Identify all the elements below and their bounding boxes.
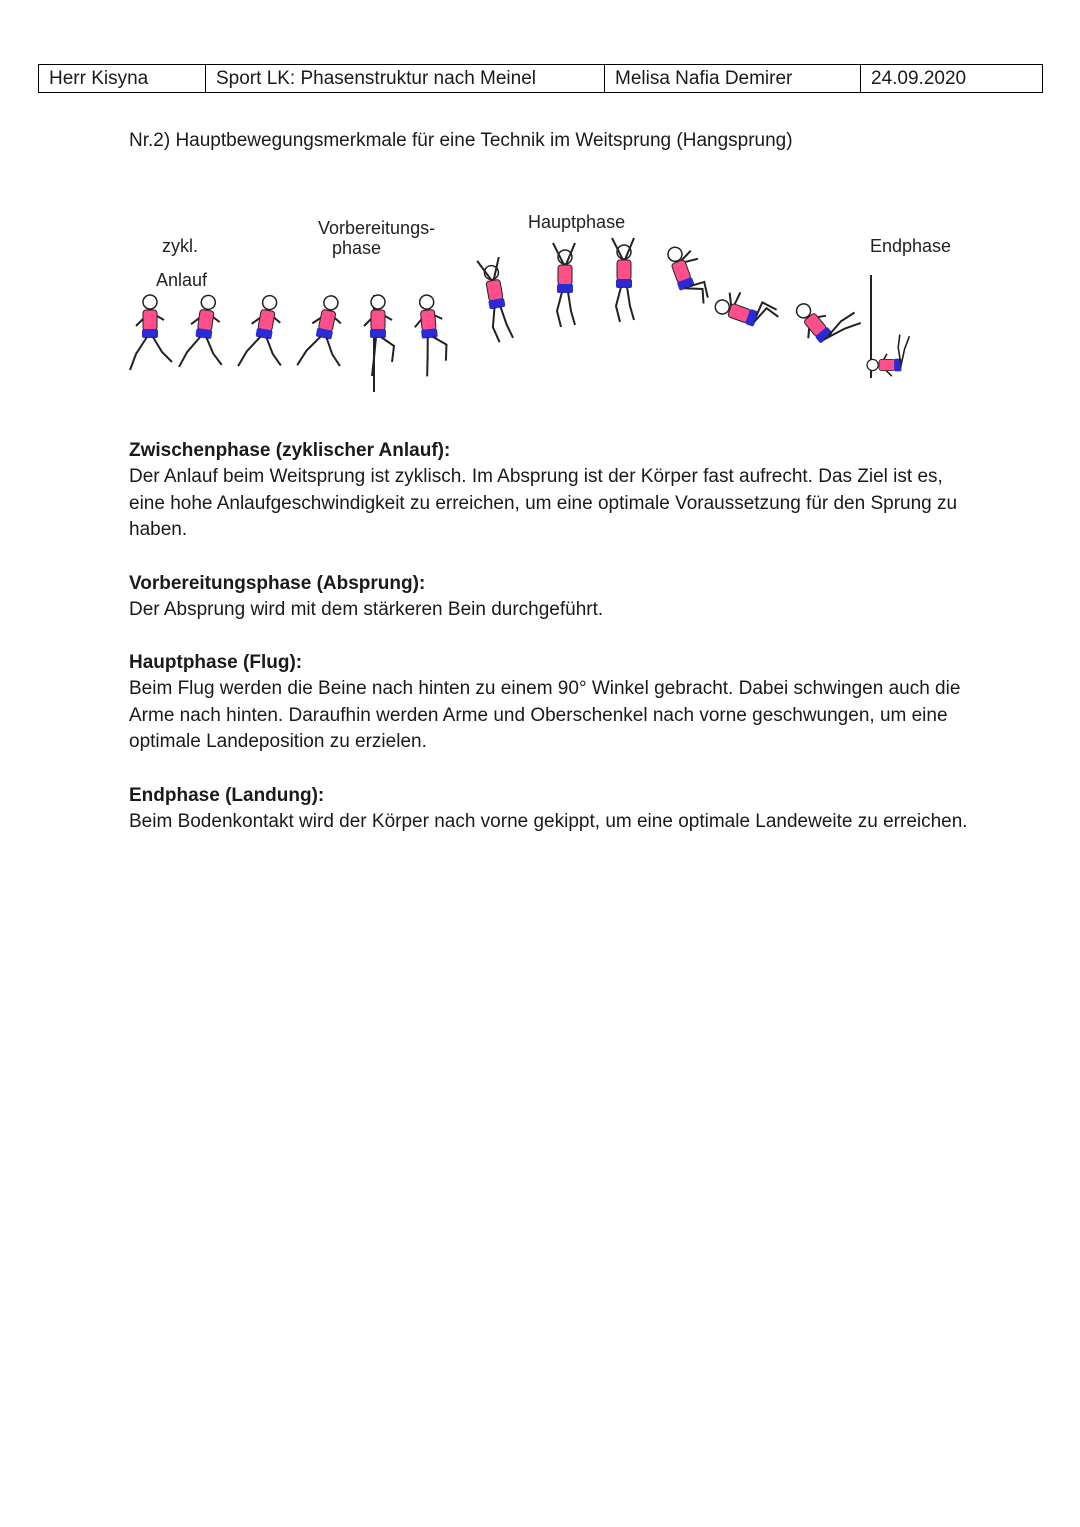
student-name: Melisa Nafia Demirer <box>605 65 861 93</box>
section-text: Beim Bodenkontakt wird der Körper nach vorne gekippt, um eine optimale Landeweite zu erreichen. <box>129 810 968 832</box>
athlete-figure <box>713 286 782 334</box>
subject-title: Sport LK: Phasenstruktur nach Meinel <box>206 65 605 93</box>
section-heading: Hauptphase (Flug): <box>129 652 303 673</box>
section-text: Der Absprung wird mit dem stärkeren Bein durchgeführt. <box>129 598 604 620</box>
label-endphase: Endphase <box>870 236 952 256</box>
athlete-figure <box>238 292 292 373</box>
phase-descriptions <box>129 437 969 861</box>
athlete-figure <box>867 335 909 377</box>
athlete-figure <box>130 295 172 370</box>
athlete-figure <box>412 294 449 377</box>
label-hauptphase: Hauptphase <box>528 212 626 232</box>
athlete-figure <box>612 238 634 322</box>
athlete-figure <box>364 295 394 376</box>
header-table <box>38 64 1043 93</box>
long-jump-phase-illustration <box>128 200 968 410</box>
section-vorbereitungsphase <box>129 570 969 624</box>
section-endphase <box>129 782 969 836</box>
athlete-sequence <box>130 238 909 377</box>
section-heading: Endphase (Landung): <box>129 784 325 806</box>
section-heading: Zwischenphase (zyklischer Anlauf): <box>129 440 451 461</box>
label-vorbereitung-1: Vorbereitungs- <box>318 218 436 238</box>
section-hauptphase <box>129 649 969 756</box>
section-text: Der Anlauf beim Weitsprung ist zyklisch. Im Absprung ist der Körper fast aufrecht. Das Ziel ist es, eine hohe Anlaufgeschwindigkeit zu erreichen, um eine optimale Voraussetzung für den Sprung zu haben. <box>129 466 958 540</box>
label-zykl: zykl. <box>162 236 198 256</box>
task-title: Nr.2) Hauptbewegungsmerkmale für eine Technik im Weitsprung (Hangsprung) <box>129 130 793 151</box>
section-text: Beim Flug werden die Beine nach hinten zu einem 90° Winkel gebracht. Dabei schwingen auch die Arme nach hinten. Daraufhin werden Arme und Oberschenkel nach vorne geschwungen, um eine optimale Landeposition zu erzielen. <box>129 678 961 752</box>
document-date: 24.09.2020 <box>861 65 1043 93</box>
athlete-figure <box>477 257 513 344</box>
label-vorbereitung-2: phase <box>332 238 382 258</box>
athlete-figure <box>297 292 354 374</box>
section-zwischenphase <box>129 437 969 544</box>
athlete-figure <box>788 281 862 355</box>
athlete-figure <box>553 243 575 327</box>
label-anlauf: Anlauf <box>156 270 208 290</box>
section-heading: Vorbereitungsphase (Absprung): <box>129 572 426 594</box>
teacher-name: Herr Kisyna <box>39 65 206 93</box>
athlete-figure <box>665 241 713 310</box>
athlete-figure <box>179 293 231 373</box>
